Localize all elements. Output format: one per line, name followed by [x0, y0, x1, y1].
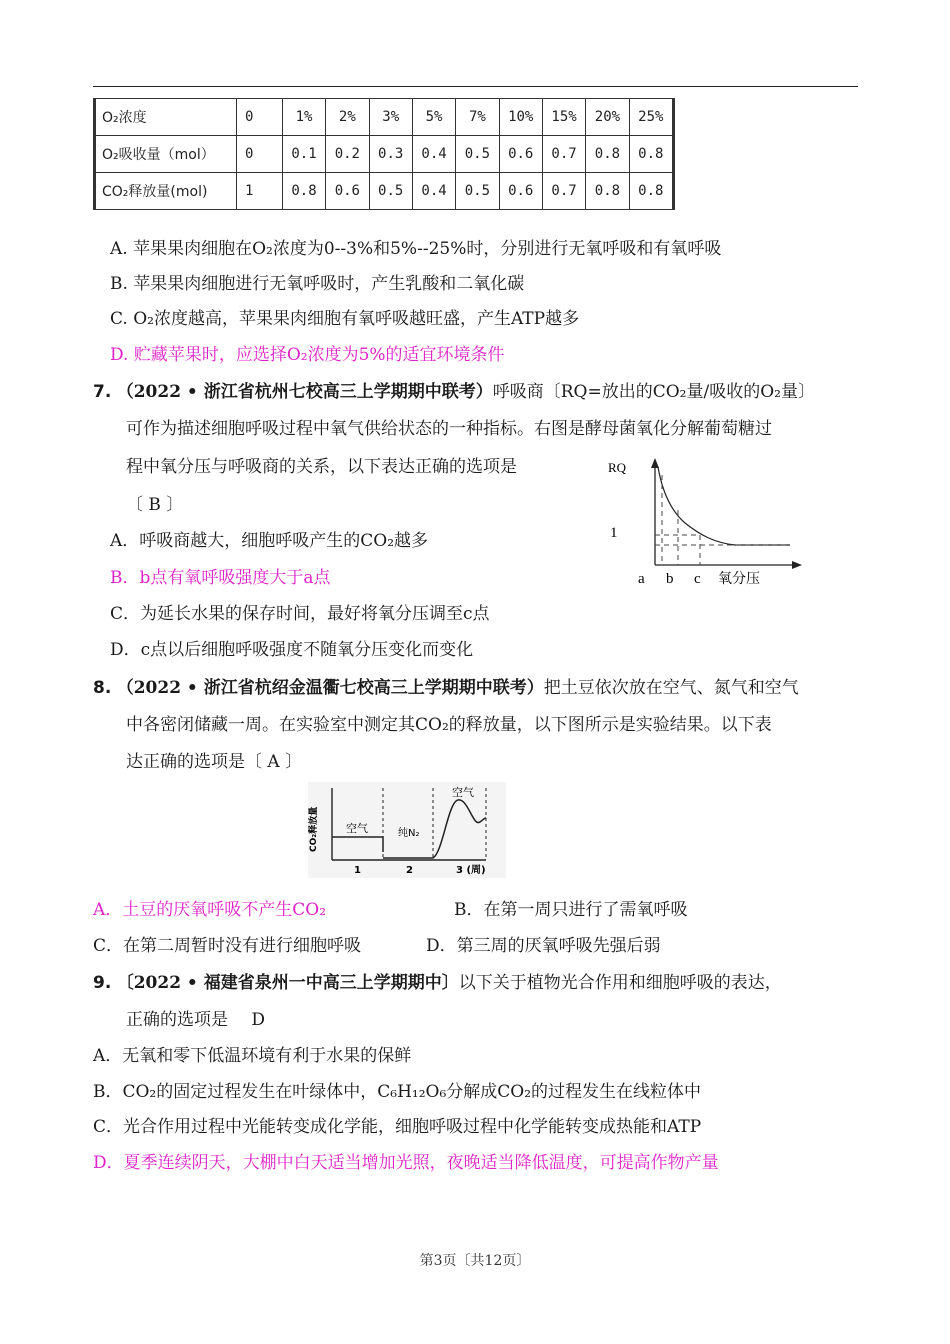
co2-graph	[308, 782, 506, 878]
q9-option-d: D．夏季连续阴天，大棚中白天适当增加光照，夜晚适当降低温度，可提高作物产量	[93, 1153, 719, 1173]
question-text: 正确的选项是	[126, 1010, 228, 1030]
rq-x-tick-c: c	[694, 571, 701, 587]
rq-graph	[600, 455, 810, 590]
q6-option-a: A. 苹果果肉细胞在O₂浓度为0--3%和5%--25%时，分别进行无氧呼吸和有氧呼吸	[110, 239, 722, 259]
q9-option-c: C．光合作用过程中光能转变成化学能，细胞呼吸过程中化学能转变成热能和ATP	[93, 1117, 702, 1137]
rq-y-label: RQ	[608, 460, 627, 475]
q8-line2: 中各密闭储藏一周。在实验室中测定其CO₂的释放量，以下图所示是实验结果。以下表	[126, 715, 772, 735]
table-cell: 0.7	[542, 136, 585, 173]
q7-option-c: C．为延长水果的保存时间，最好将氧分压调至c点	[110, 604, 490, 624]
q9-answer: D	[251, 1010, 266, 1030]
rq-x-arrow	[792, 561, 802, 569]
table-cell: 0.8	[282, 173, 325, 210]
question-number: 8.	[93, 678, 112, 698]
rq-x-label: 氧分压	[718, 571, 760, 587]
table-cell: 0.6	[499, 173, 542, 210]
table-cell: 0.5	[369, 173, 412, 210]
table-cell: 7%	[456, 99, 499, 136]
co2-seg1-label: 空气	[346, 822, 368, 835]
table-cell: 0.8	[629, 173, 673, 210]
table-row	[95, 99, 674, 136]
q8-option-a: A．土豆的厌氧呼吸不产生CO₂	[93, 900, 327, 920]
rq-x-tick-b: b	[666, 571, 674, 587]
table-cell: 1%	[282, 99, 325, 136]
table-cell: 0.4	[412, 173, 455, 210]
q7-answer: 〔 B 〕	[126, 495, 184, 515]
q7-line2: 可作为描述细胞呼吸过程中氧气供给状态的一种指标。右图是酵母菌氧化分解葡萄糖过	[126, 419, 772, 439]
q7-line3: 程中氧分压与呼吸商的关系，以下表达正确的选项是	[126, 457, 517, 477]
table-cell: 0.6	[326, 173, 369, 210]
co2-x-tick-1: 1	[354, 865, 361, 876]
table-cell: 0.4	[412, 136, 455, 173]
table-cell: 0.7	[542, 173, 585, 210]
table-row	[95, 173, 674, 210]
q7-option-b: B．b点有氧呼吸强度大于a点	[110, 568, 331, 588]
table-row	[95, 136, 674, 173]
table-cell: 0.8	[586, 173, 629, 210]
q7-option-d: D．c点以后细胞呼吸强度不随氧分压变化而变化	[110, 640, 474, 660]
q8-option-d: D．第三周的厌氧呼吸先强后弱	[426, 936, 661, 956]
co2-seg2-label: 纯N₂	[398, 828, 420, 839]
q9-option-a: A．无氧和零下低温环境有利于水果的保鲜	[93, 1046, 412, 1066]
q6-option-b: B. 苹果果肉细胞进行无氧呼吸时，产生乳酸和二氧化碳	[110, 274, 525, 294]
q9-option-b: B．CO₂的固定过程发生在叶绿体中，C₆H₁₂O₆分解成CO₂的过程发生在线粒体中	[93, 1082, 702, 1102]
co2-x-tick-2: 2	[406, 865, 413, 876]
question-text: 以下关于植物光合作用和细胞呼吸的表达，	[458, 973, 782, 993]
table-cell: 0.5	[456, 173, 499, 210]
table-row-label: CO₂释放量(mol)	[95, 173, 237, 210]
header-rule	[93, 86, 858, 87]
rq-x-tick-a: a	[638, 571, 645, 587]
table-header-cell: O₂浓度	[95, 99, 237, 136]
table-cell: 5%	[412, 99, 455, 136]
q8-option-c: C．在第二周暂时没有进行细胞呼吸	[93, 936, 362, 956]
question-source: （2022 • 浙江省杭绍金温衢七校高三上学期期中联考）	[116, 678, 544, 698]
table-row-label: O₂吸收量（mol）	[95, 136, 237, 173]
table-cell: 0	[236, 136, 282, 173]
table-cell: 20%	[586, 99, 629, 136]
question-source: 〔2022 • 福建省泉州一中高三上学期期中〕	[116, 973, 459, 993]
co2-week1-line	[332, 837, 383, 852]
q8-line1	[93, 673, 799, 698]
table-cell: 15%	[542, 99, 585, 136]
q6-option-d: D. 贮藏苹果时，应选择O₂浓度为5%的适宜环境条件	[110, 345, 505, 365]
co2-seg3-label: 空气	[452, 786, 474, 799]
table-cell: 0.8	[586, 136, 629, 173]
q9-line2	[126, 1005, 265, 1030]
q8-line3: 达正确的选项是〔 A 〕	[126, 752, 303, 772]
rq-y-arrow	[651, 458, 659, 468]
q7-line1	[93, 377, 815, 402]
table-cell: 1	[236, 173, 282, 210]
question-text: 呼吸商〔RQ=放出的CO₂量/吸收的O₂量〕	[492, 382, 815, 402]
o2-data-table	[93, 98, 675, 210]
table-cell: 25%	[629, 99, 673, 136]
table-cell: 0	[236, 99, 282, 136]
question-number: 9.	[93, 973, 112, 993]
q9-line1	[93, 968, 782, 993]
q8-option-b: B．在第一周只进行了需氧呼吸	[454, 900, 688, 920]
table-cell: 0.2	[326, 136, 369, 173]
question-text: 把土豆依次放在空气、氮气和空气	[543, 678, 799, 698]
question-number: 7.	[93, 382, 112, 402]
q6-option-c: C. O₂浓度越高，苹果果肉细胞有氧呼吸越旺盛，产生ATP越多	[110, 309, 580, 329]
co2-x-tick-3: 3 (周)	[456, 865, 486, 876]
table-cell: 0.3	[369, 136, 412, 173]
table-cell: 0.8	[629, 136, 673, 173]
q7-option-a: A．呼吸商越大，细胞呼吸产生的CO₂越多	[110, 531, 429, 551]
table-cell: 2%	[326, 99, 369, 136]
rq-curve	[658, 467, 790, 545]
o2-data-table-wrap	[93, 98, 675, 216]
table-cell: 10%	[499, 99, 542, 136]
rq-y-tick: 1	[610, 525, 618, 541]
page-footer: 第3页〔共12页〕	[419, 1253, 531, 1269]
question-source: （2022 • 浙江省杭州七校高三上学期期中联考）	[116, 382, 493, 402]
table-cell: 3%	[369, 99, 412, 136]
table-cell: 0.1	[282, 136, 325, 173]
table-cell: 0.5	[456, 136, 499, 173]
table-cell: 0.6	[499, 136, 542, 173]
co2-y-label: CO₂释放量	[309, 806, 319, 852]
